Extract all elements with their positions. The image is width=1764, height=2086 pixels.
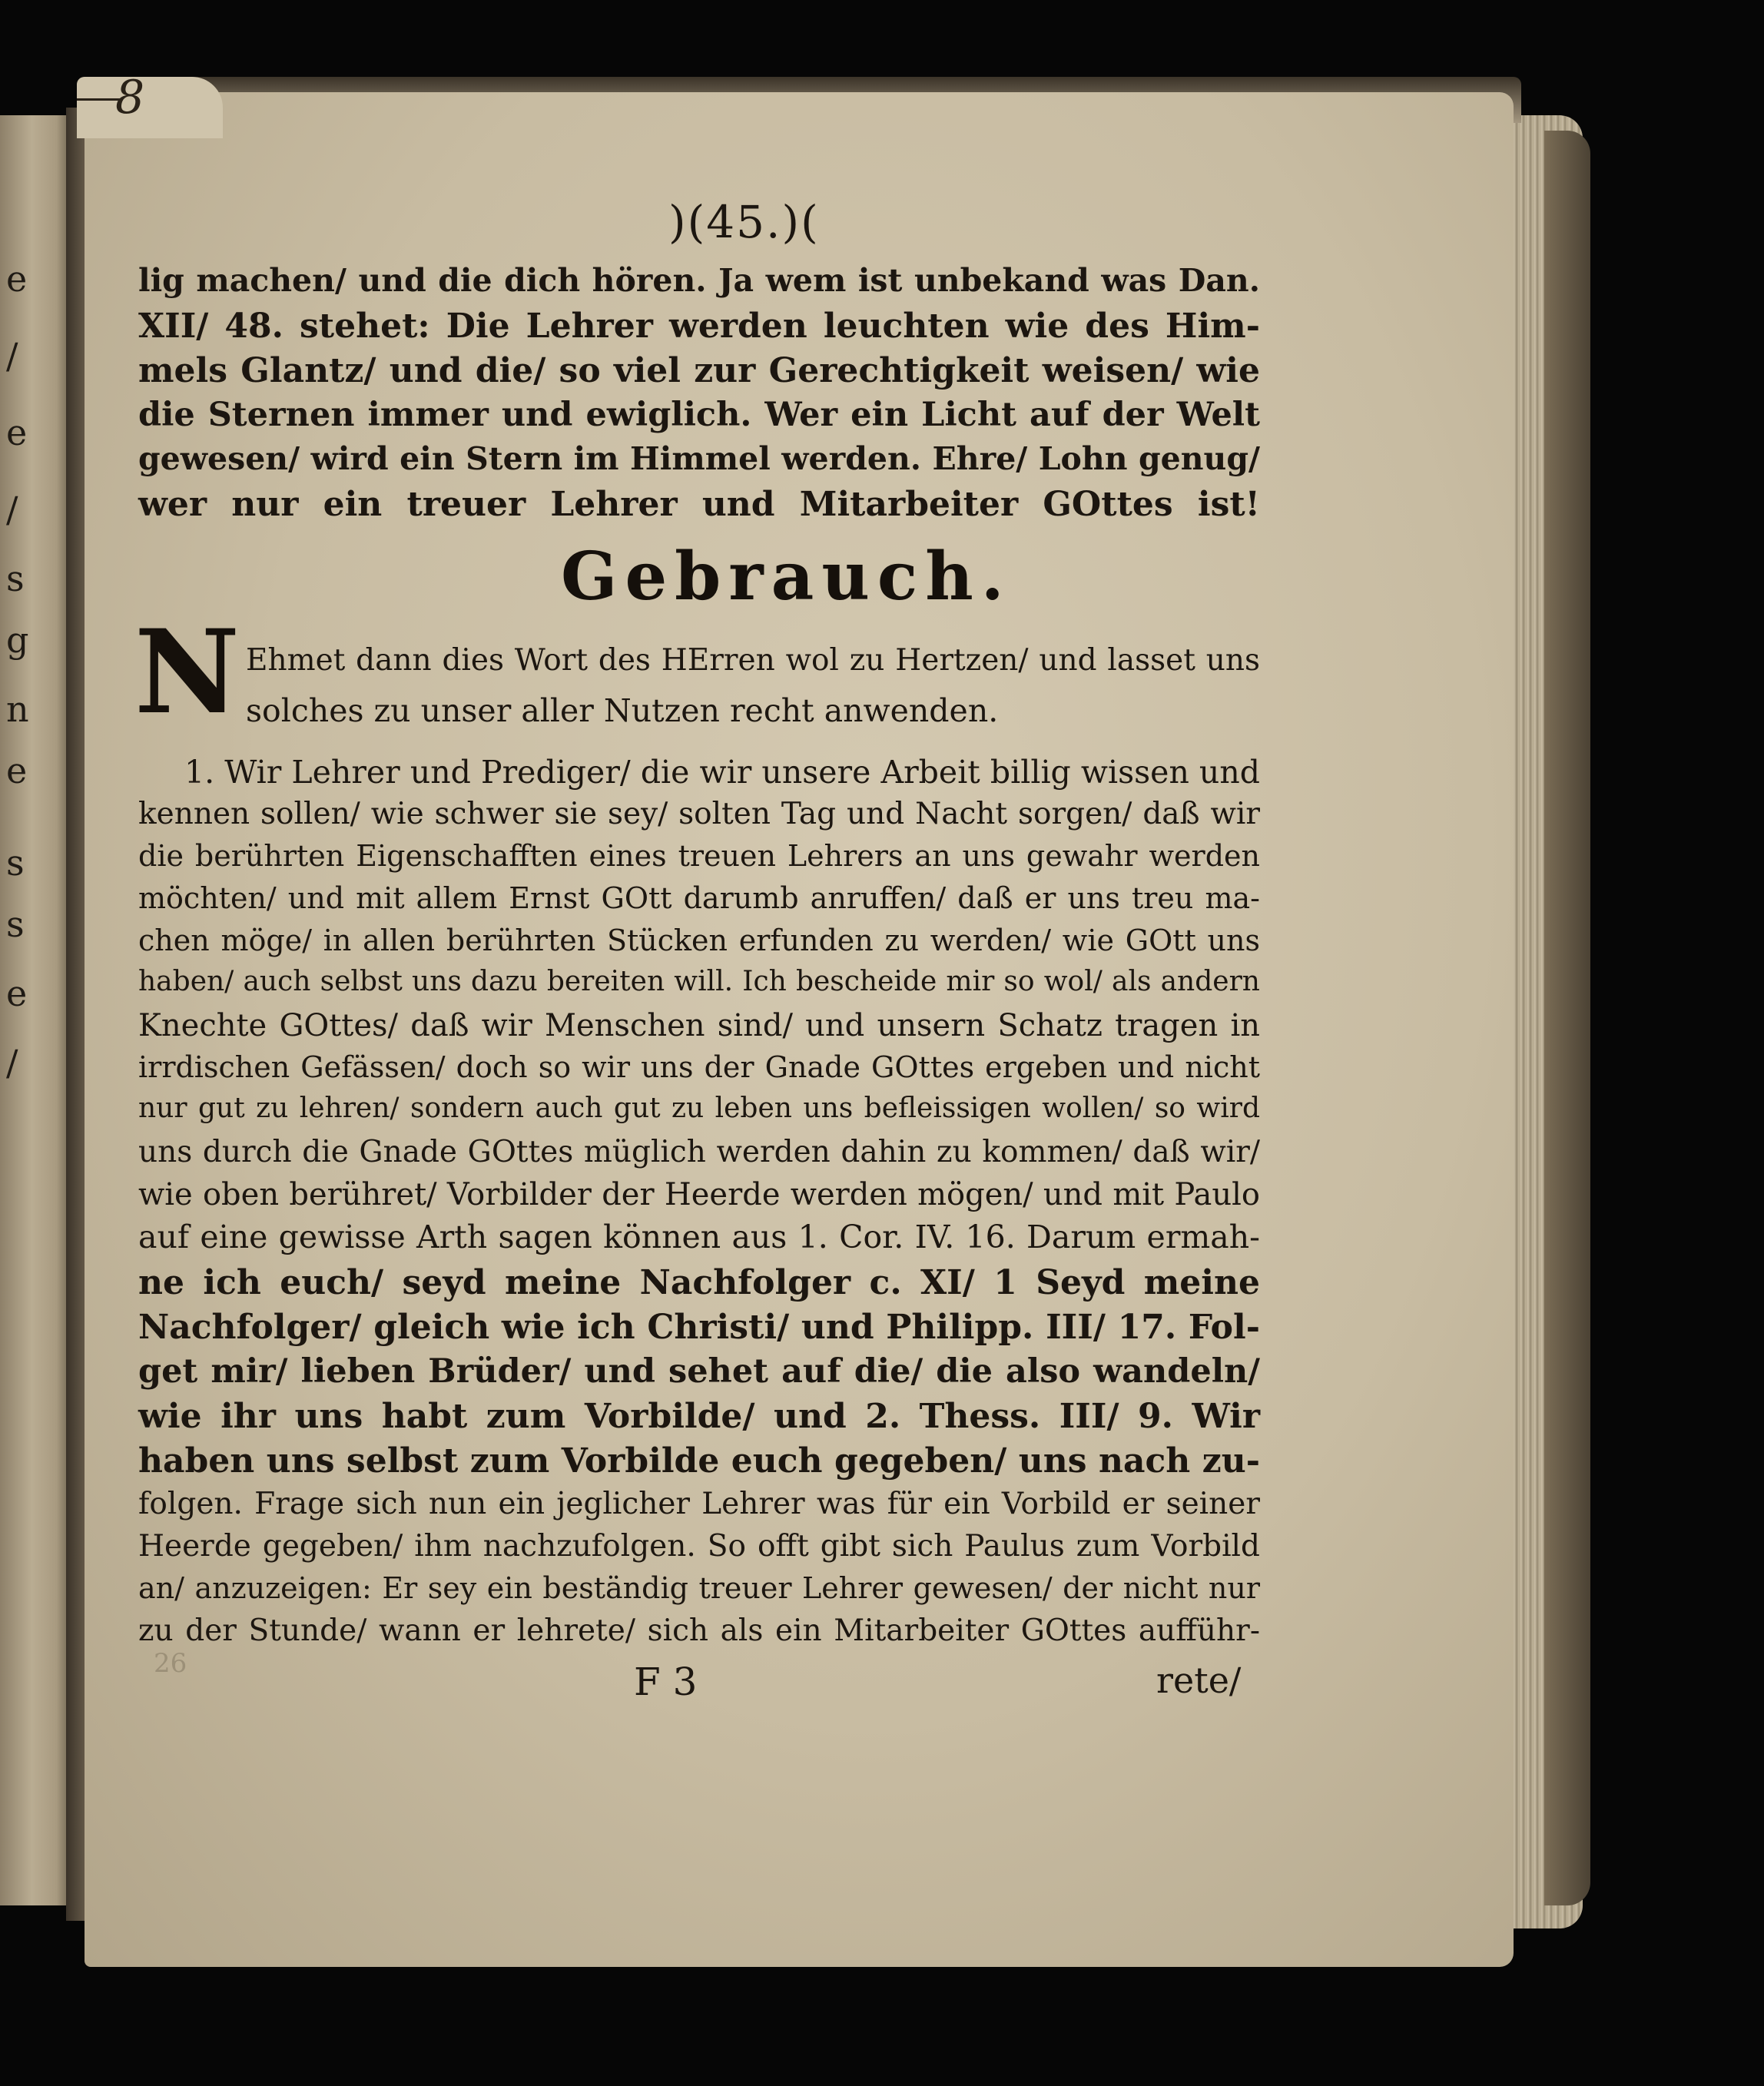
text-line: auf eine gewisse Arth sagen können aus 1. Cor. IV. 16. Darum ermah- xyxy=(138,1219,1260,1255)
text-line: nur gut zu lehren/ sondern auch gut zu leben uns befleissigen wollen/ so wird xyxy=(138,1093,1260,1124)
text-line: die Sternen immer und ewiglich. Wer ein Licht auf der Welt xyxy=(138,396,1260,434)
facing-page-fragment: e xyxy=(6,258,28,300)
tab-handwritten-mark: 8 xyxy=(115,71,145,124)
facing-page-fragment: s xyxy=(6,558,25,599)
text-line: haben uns selbst zum Vorbilde euch gegeben/ uns nach zu- xyxy=(138,1441,1260,1481)
text-line: get mir/ lieben Brüder/ und sehet auf die/ die also wandeln/ xyxy=(138,1352,1260,1391)
facing-page-fragment: s xyxy=(6,904,25,945)
facing-page-fragment: e xyxy=(6,973,28,1014)
facing-page-edge xyxy=(0,115,71,1905)
text-line: wie ihr uns habt zum Vorbilde/ und 2. Thess. III/ 9. Wir xyxy=(138,1397,1260,1436)
text-line: uns durch die Gnade GOttes müglich werden dahin zu kommen/ daß wir/ xyxy=(138,1135,1260,1169)
book-cover-edge xyxy=(1544,131,1590,1905)
section-heading: Gebrauch. xyxy=(561,538,1012,615)
text-line: Ehmet dann dies Wort des HErren wol zu Hertzen/ und lasset uns xyxy=(246,643,1260,678)
text-line: folgen. Frage sich nun ein jeglicher Lehrer was für ein Vorbild er seiner xyxy=(138,1487,1260,1521)
catchword: rete/ xyxy=(1156,1660,1242,1701)
text-line: Nachfolger/ gleich wie ich Christi/ und Philipp. III/ 17. Fol- xyxy=(138,1308,1260,1347)
text-line: wie oben berühret/ Vorbilder der Heerde werden mögen/ und mit Paulo xyxy=(138,1177,1260,1212)
facing-page-fragment: e xyxy=(6,750,28,791)
text-line: die berührten Eigenschafften eines treuen Lehrers an uns gewahr werden xyxy=(138,839,1260,873)
drop-cap-initial: N xyxy=(134,605,240,740)
text-line: chen möge/ in allen berührten Stücken erfunden zu werden/ wie GOtt uns xyxy=(138,924,1260,957)
page-number: )(45.)( xyxy=(668,196,820,248)
text-line: möchten/ und mit allem Ernst GOtt darumb anruffen/ daß er uns treu ma- xyxy=(138,881,1260,915)
text-line: haben/ auch selbst uns dazu bereiten will. Ich bescheide mir so wol/ als andern xyxy=(138,966,1260,997)
facing-page-fragment: / xyxy=(6,335,18,376)
facing-page-fragment: n xyxy=(6,688,29,730)
text-line: gewesen/ wird ein Stern im Himmel werden. Ehre/ Lohn genug/ xyxy=(138,440,1260,477)
text-line: Knechte GOttes/ daß wir Menschen sind/ und unsern Schatz tragen in xyxy=(138,1008,1260,1043)
text-line: kennen sollen/ wie schwer sie sey/ solten Tag und Nacht sorgen/ daß wir xyxy=(138,797,1260,831)
text-line: 1. Wir Lehrer und Prediger/ die wir unsere Arbeit billig wissen und xyxy=(184,754,1260,791)
text-line: solches zu unser aller Nutzen recht anwenden. xyxy=(246,692,999,729)
text-line: lig machen/ und die dich hören. Ja wem ist unbekand was Dan. xyxy=(138,262,1260,299)
facing-page-fragment: g xyxy=(6,619,29,661)
text-line: Heerde gegeben/ ihm nachzufolgen. So offt gibt sich Paulus zum Vorbild xyxy=(138,1529,1260,1564)
text-line: zu der Stunde/ wann er lehrete/ sich als ein Mitarbeiter GOttes aufführ- xyxy=(138,1613,1260,1648)
text-line: an/ anzuzeigen: Er sey ein beständig treuer Lehrer gewesen/ der nicht nur xyxy=(138,1571,1260,1605)
page-corner-tab xyxy=(77,77,223,138)
text-line: irrdischen Gefässen/ doch so wir uns der Gnade GOttes ergeben und nicht xyxy=(138,1050,1260,1084)
facing-page-fragment: e xyxy=(6,412,28,453)
printer-signature-mark: F 3 xyxy=(634,1660,698,1704)
text-line: ne ich euch/ seyd meine Nachfolger c. XI/ 1 Seyd meine xyxy=(138,1263,1260,1302)
facing-page-fragment: / xyxy=(6,489,18,530)
faint-page-mark: 26 xyxy=(154,1648,187,1679)
text-line: XII/ 48. stehet: Die Lehrer werden leuchten wie des Him- xyxy=(138,307,1260,346)
text-line: mels Glantz/ und die/ so viel zur Gerechtigkeit weisen/ wie xyxy=(138,351,1260,390)
text-line: wer nur ein treuer Lehrer und Mitarbeiter GOttes ist! xyxy=(138,485,1260,524)
facing-page-fragment: s xyxy=(6,842,25,884)
facing-page-fragment: / xyxy=(6,1042,18,1083)
